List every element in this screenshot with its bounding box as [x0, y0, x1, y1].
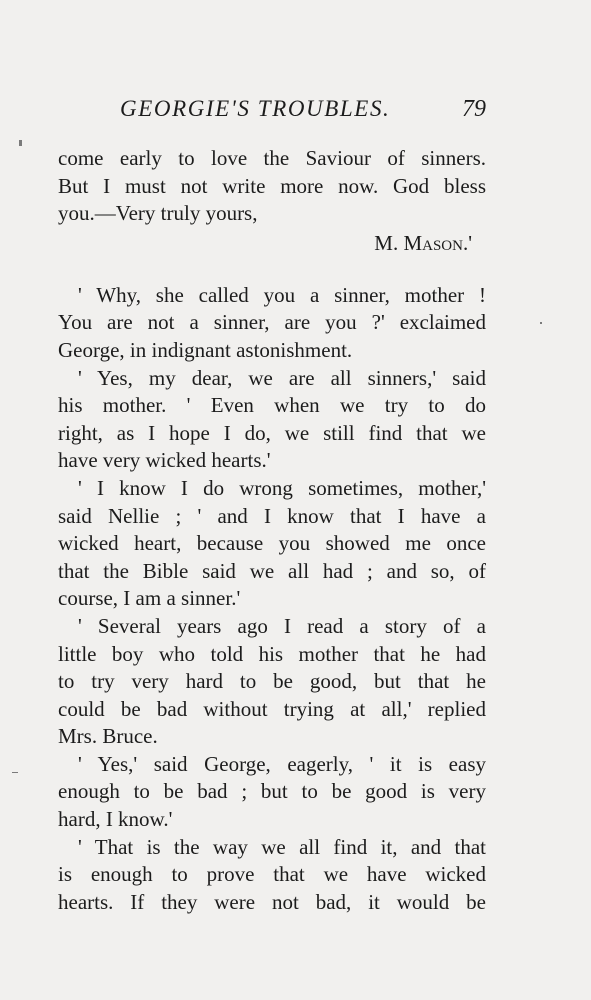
text-line: ' Yes, my dear, we are all sinners,' said	[78, 365, 486, 390]
text-line: George, in indignant astonishment.	[58, 337, 353, 362]
text-line: that the Bible said we all had ; and so, of	[58, 558, 486, 583]
text-line: could be bad without trying at all,' replied	[58, 696, 486, 721]
text-line: to try very hard to be good, but that he	[58, 669, 486, 694]
text-line: ' Why, she called you a sinner, mother !	[78, 282, 486, 307]
text-line: ' Several years ago I read a story of a	[78, 613, 486, 638]
print-speck	[540, 322, 542, 324]
text-line: is enough to prove that we have wicked	[58, 862, 486, 887]
text-line: Mrs. Bruce.	[58, 724, 158, 749]
page-header	[58, 96, 486, 130]
page-body	[58, 145, 486, 916]
text-line: right, as I hope I do, we still find that we	[58, 420, 486, 445]
text-line: ' Yes,' said George, eagerly, ' it is easy	[78, 751, 486, 776]
text-line: But I must not write more now. God bless	[58, 173, 486, 198]
text-line: You are not a sinner, are you ?' exclaimed	[58, 310, 486, 335]
paragraph	[58, 834, 486, 917]
paragraph	[58, 613, 486, 751]
text-line: you.—Very truly yours,	[58, 201, 258, 226]
running-title: GEORGIE'S TROUBLES.	[120, 96, 391, 121]
text-line: ' I know I do wrong sometimes, mother,'	[78, 475, 486, 500]
text-line: course, I am a sinner.'	[58, 586, 241, 611]
signature-name: M. Mason.'	[374, 230, 472, 255]
paragraph	[58, 475, 486, 613]
print-speck	[12, 772, 18, 773]
text-line: ' That is the way we all find it, and that	[78, 834, 486, 859]
letter-closing	[58, 145, 486, 258]
paragraph	[58, 282, 486, 365]
text-line: hard, I know.'	[58, 807, 173, 832]
paragraph	[58, 365, 486, 475]
text-line: enough to be bad ; but to be good is very	[58, 779, 486, 804]
signature	[58, 228, 486, 258]
text-line: come early to love the Saviour of sinners.	[58, 146, 486, 170]
text-line: said Nellie ; ' and I know that I have a	[58, 503, 486, 528]
text-line: have very wicked hearts.'	[58, 448, 271, 473]
paragraph	[58, 751, 486, 834]
page-number: 79	[462, 96, 486, 122]
print-speck	[19, 140, 22, 146]
text-line: wicked heart, because you showed me once	[58, 531, 486, 556]
text-line: little boy who told his mother that he had	[58, 641, 486, 666]
text-line: his mother. ' Even when we try to do	[58, 393, 486, 418]
text-line: hearts. If they were not bad, it would be	[58, 889, 486, 914]
